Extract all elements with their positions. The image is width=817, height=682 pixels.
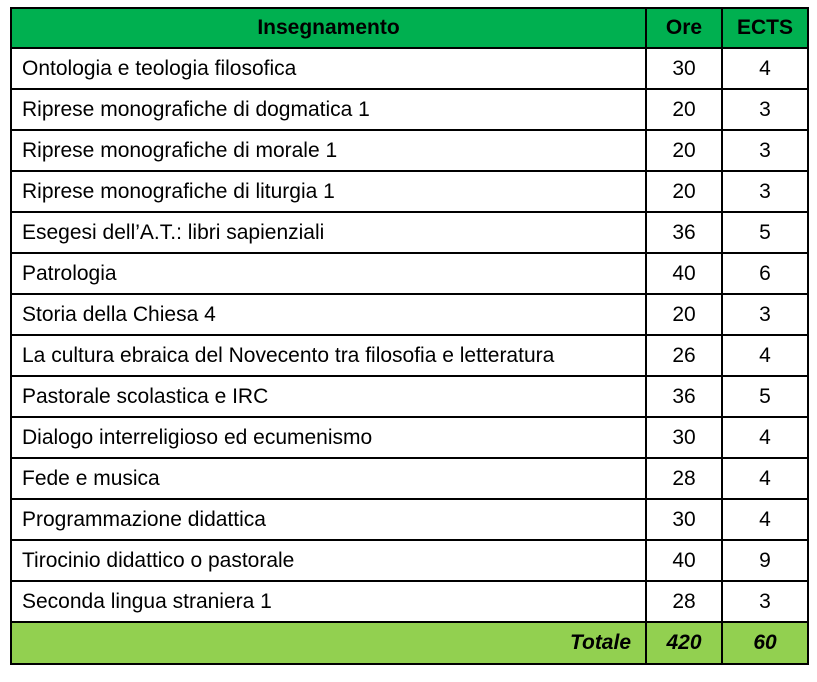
- course-name: Pastorale scolastica e IRC: [11, 376, 646, 417]
- course-ects: 3: [722, 294, 808, 335]
- course-ects: 3: [722, 89, 808, 130]
- course-hours: 20: [646, 294, 722, 335]
- course-ects: 3: [722, 171, 808, 212]
- course-ects: 3: [722, 130, 808, 171]
- table-row: [11, 48, 808, 89]
- course-ects: 4: [722, 48, 808, 89]
- course-ects: 9: [722, 540, 808, 581]
- course-hours: 36: [646, 376, 722, 417]
- course-hours: 28: [646, 581, 722, 622]
- course-name: Dialogo interreligioso ed ecumenismo: [11, 417, 646, 458]
- course-name: Riprese monografiche di morale 1: [11, 130, 646, 171]
- table-row: [11, 458, 808, 499]
- total-hours: 420: [646, 622, 722, 664]
- course-hours: 40: [646, 253, 722, 294]
- table-row: [11, 171, 808, 212]
- course-name: Esegesi dell’A.T.: libri sapienziali: [11, 212, 646, 253]
- course-ects: 4: [722, 417, 808, 458]
- total-row: [11, 622, 808, 664]
- course-name: Patrologia: [11, 253, 646, 294]
- course-table-container: [10, 7, 809, 665]
- table-row: [11, 294, 808, 335]
- course-hours: 30: [646, 48, 722, 89]
- total-label: Totale: [11, 622, 646, 664]
- course-name: Programmazione didattica: [11, 499, 646, 540]
- course-hours: 20: [646, 171, 722, 212]
- course-name: Storia della Chiesa 4: [11, 294, 646, 335]
- course-hours: 28: [646, 458, 722, 499]
- table-row: [11, 335, 808, 376]
- course-name: Fede e musica: [11, 458, 646, 499]
- course-ects: 3: [722, 581, 808, 622]
- course-hours: 40: [646, 540, 722, 581]
- course-name: Riprese monografiche di liturgia 1: [11, 171, 646, 212]
- course-ects: 5: [722, 212, 808, 253]
- table-row: [11, 130, 808, 171]
- course-hours: 36: [646, 212, 722, 253]
- table-row: [11, 499, 808, 540]
- course-ects: 4: [722, 499, 808, 540]
- table-row: [11, 417, 808, 458]
- course-hours: 30: [646, 499, 722, 540]
- course-hours: 30: [646, 417, 722, 458]
- course-ects: 5: [722, 376, 808, 417]
- table-row: [11, 581, 808, 622]
- course-name: Ontologia e teologia filosofica: [11, 48, 646, 89]
- table-row: [11, 253, 808, 294]
- header-ects: ECTS: [722, 8, 808, 48]
- course-ects: 4: [722, 335, 808, 376]
- table-row: [11, 89, 808, 130]
- table-row: [11, 540, 808, 581]
- course-name: Seconda lingua straniera 1: [11, 581, 646, 622]
- table-row: [11, 376, 808, 417]
- course-table: [10, 7, 809, 665]
- course-hours: 20: [646, 89, 722, 130]
- header-course: Insegnamento: [11, 8, 646, 48]
- course-name: Tirocinio didattico o pastorale: [11, 540, 646, 581]
- header-hours: Ore: [646, 8, 722, 48]
- course-name: La cultura ebraica del Novecento tra filosofia e letteratura: [11, 335, 646, 376]
- table-row: [11, 212, 808, 253]
- course-hours: 20: [646, 130, 722, 171]
- course-hours: 26: [646, 335, 722, 376]
- course-ects: 6: [722, 253, 808, 294]
- table-header-row: [11, 8, 808, 48]
- course-ects: 4: [722, 458, 808, 499]
- total-ects: 60: [722, 622, 808, 664]
- course-name: Riprese monografiche di dogmatica 1: [11, 89, 646, 130]
